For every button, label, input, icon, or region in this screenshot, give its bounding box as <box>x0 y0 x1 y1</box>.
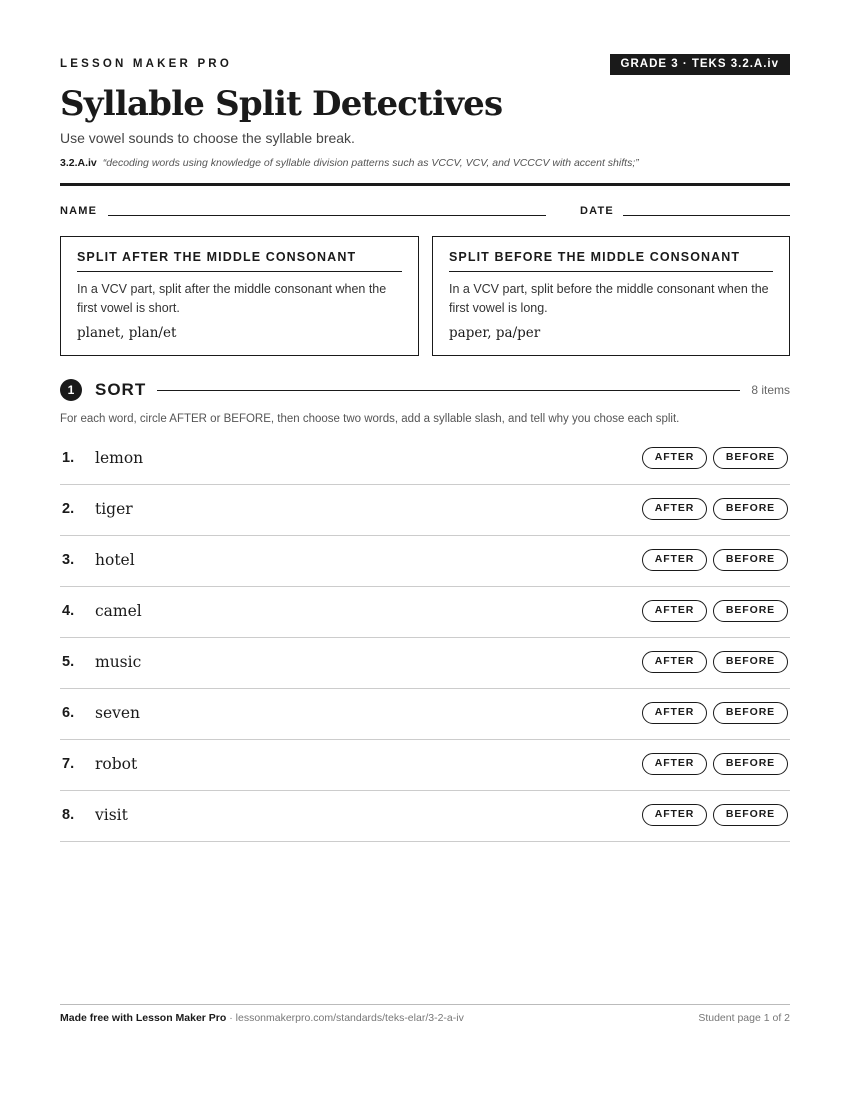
grade-standard-badge: GRADE 3 · TEKS 3.2.A.iv <box>610 54 790 75</box>
section-title: SORT <box>95 380 147 399</box>
header-divider <box>60 183 790 186</box>
list-item <box>60 689 790 740</box>
item-word: seven <box>95 704 141 722</box>
item-word: robot <box>95 755 138 773</box>
item-word: camel <box>95 602 142 620</box>
rule-heading: SPLIT AFTER THE MIDDLE CONSONANT <box>77 250 402 272</box>
section-header <box>60 379 790 401</box>
after-choice-button[interactable]: AFTER <box>642 753 707 775</box>
word-list <box>60 434 790 842</box>
item-word: music <box>95 653 142 671</box>
list-item <box>60 587 790 638</box>
before-choice-button[interactable]: BEFORE <box>713 447 788 469</box>
section-instructions: For each word, circle AFTER or BEFORE, then choose two words, add a syllable slash, and tell why you chose each split. <box>60 413 680 425</box>
item-word: tiger <box>95 500 133 518</box>
before-choice-button[interactable]: BEFORE <box>713 549 788 571</box>
before-choice-button[interactable]: BEFORE <box>713 600 788 622</box>
worksheet-title: Syllable Split Detectives <box>60 84 503 124</box>
item-word: hotel <box>95 551 135 569</box>
list-item <box>60 791 790 842</box>
after-choice-button[interactable]: AFTER <box>642 600 707 622</box>
item-number: 2. <box>62 501 75 517</box>
name-date-row <box>60 205 790 219</box>
item-number: 7. <box>62 756 75 772</box>
after-choice-button[interactable]: AFTER <box>642 702 707 724</box>
after-choice-button[interactable]: AFTER <box>642 447 707 469</box>
rule-box-after <box>60 236 419 356</box>
list-item <box>60 536 790 587</box>
list-item <box>60 740 790 791</box>
rule-box-before <box>432 236 790 356</box>
after-choice-button[interactable]: AFTER <box>642 804 707 826</box>
footer-made-with: Made free with Lesson Maker Pro <box>60 1012 227 1024</box>
standard-text: “decoding words using knowledge of syllable division patterns such as VCCV, VCV, and VCCCV with accent shifts;” <box>102 157 639 169</box>
before-choice-button[interactable]: BEFORE <box>713 753 788 775</box>
item-count: 8 items <box>751 383 790 397</box>
before-choice-button[interactable]: BEFORE <box>713 651 788 673</box>
name-field[interactable] <box>108 215 546 216</box>
item-number: 1. <box>62 450 75 466</box>
list-item <box>60 638 790 689</box>
item-number: 4. <box>62 603 75 619</box>
before-choice-button[interactable]: BEFORE <box>713 498 788 520</box>
section-number-badge: 1 <box>60 379 82 401</box>
footer-page-number: Student page 1 of 2 <box>698 1012 790 1024</box>
rule-description: In a VCV part, split after the middle consonant when the first vowel is short. <box>77 282 387 315</box>
date-label: DATE <box>580 205 614 217</box>
brand-name: LESSON MAKER PRO <box>60 58 232 70</box>
footer-separator: · <box>226 1012 236 1024</box>
date-field[interactable] <box>623 215 790 216</box>
after-choice-button[interactable]: AFTER <box>642 651 707 673</box>
footer-url: lessonmakerpro.com/standards/teks-elar/3-2-a-iv <box>235 1012 464 1024</box>
before-choice-button[interactable]: BEFORE <box>713 804 788 826</box>
worksheet-subtitle: Use vowel sounds to choose the syllable break. <box>60 130 355 146</box>
list-item <box>60 485 790 536</box>
item-number: 5. <box>62 654 75 670</box>
name-label: NAME <box>60 205 98 217</box>
after-choice-button[interactable]: AFTER <box>642 549 707 571</box>
standard-reference <box>60 157 639 169</box>
worksheet-page <box>60 0 790 1100</box>
rule-heading: SPLIT BEFORE THE MIDDLE CONSONANT <box>449 250 773 272</box>
item-number: 3. <box>62 552 75 568</box>
rule-description: In a VCV part, split before the middle consonant when the first vowel is long. <box>449 282 769 315</box>
item-word: lemon <box>95 449 144 467</box>
standard-code: 3.2.A.iv <box>60 157 97 169</box>
before-choice-button[interactable]: BEFORE <box>713 702 788 724</box>
section-divider <box>157 390 740 391</box>
rule-example: paper, pa/per <box>449 325 541 341</box>
item-number: 8. <box>62 807 75 823</box>
footer-divider <box>60 1004 790 1005</box>
item-word: visit <box>95 806 128 824</box>
list-item <box>60 434 790 485</box>
rule-example: planet, plan/et <box>77 325 177 341</box>
after-choice-button[interactable]: AFTER <box>642 498 707 520</box>
footer-credit <box>60 1012 464 1024</box>
item-number: 6. <box>62 705 75 721</box>
